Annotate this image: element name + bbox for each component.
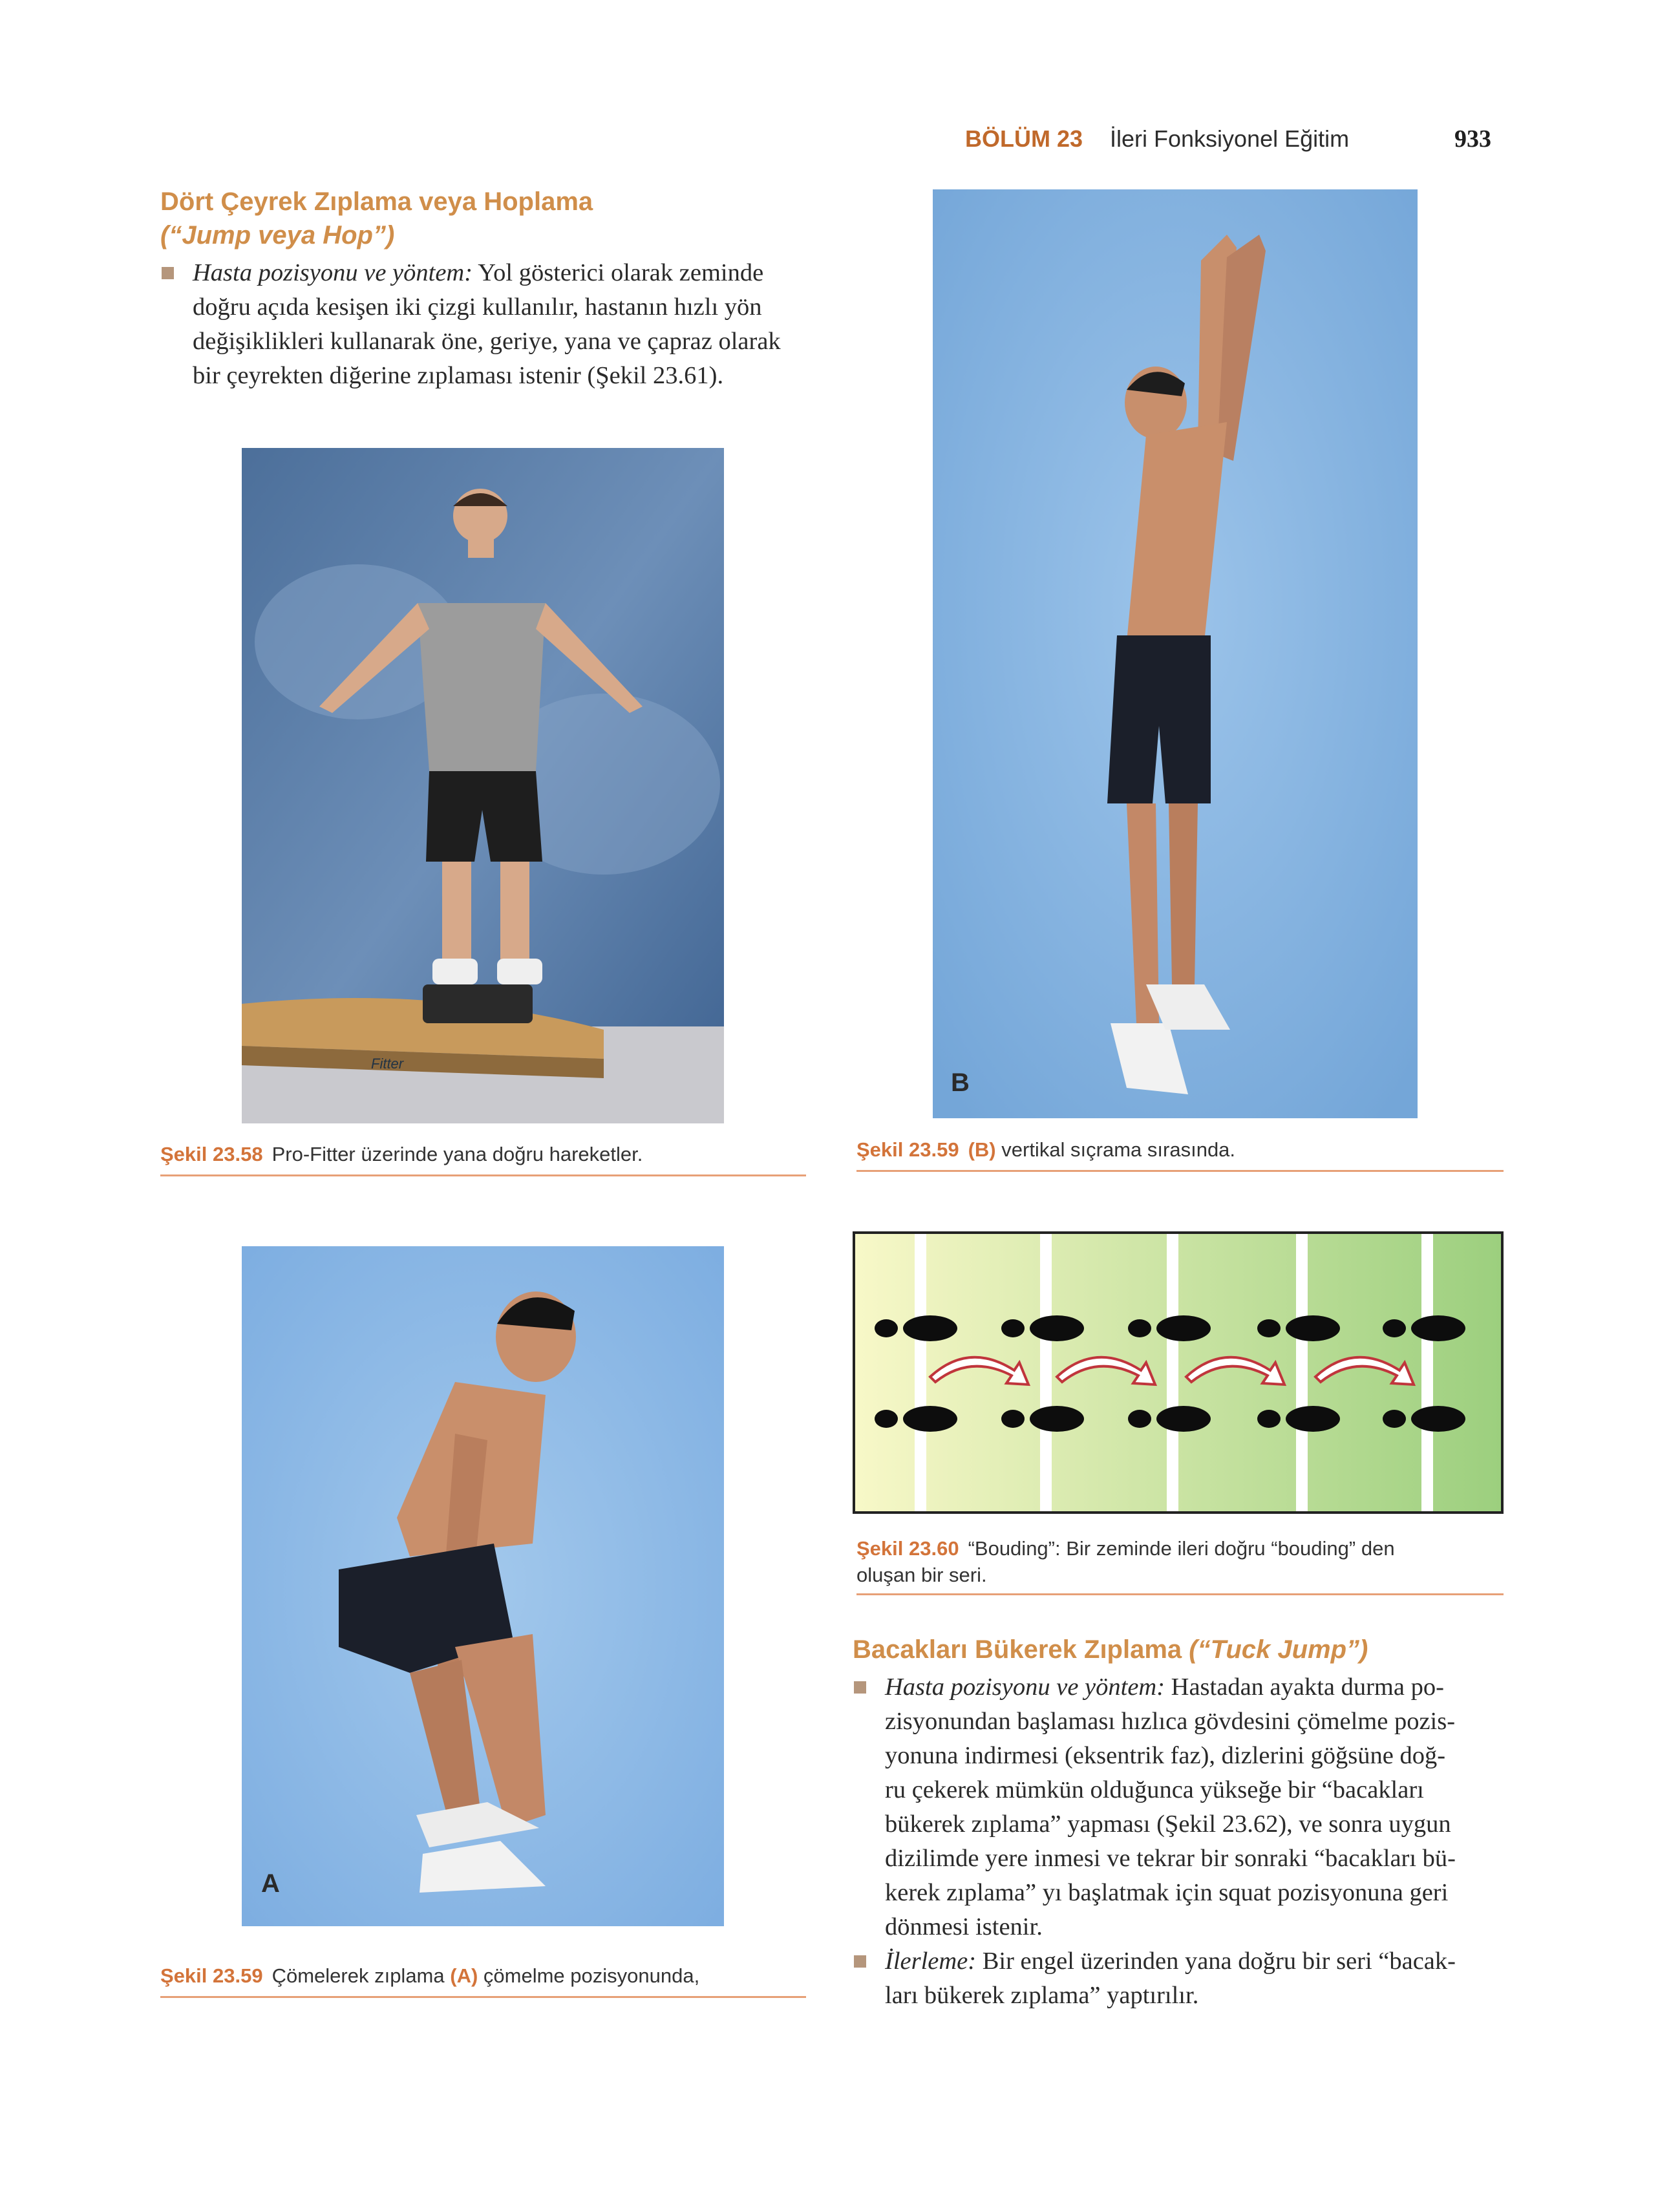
bullet-label: Hasta pozisyonu ve yöntem: [193, 259, 473, 286]
panel-label: (A) [450, 1964, 478, 1987]
section-heading-line2: (“Jump veya Hop”) [160, 221, 395, 250]
figure-number: Şekil 23.60 [856, 1537, 959, 1560]
bullet-text-line: ru çekerek mümkün olduğunca yükseğe bir “bacakları [885, 1776, 1424, 1803]
list-item [160, 256, 807, 393]
page-number: 933 [1454, 125, 1491, 153]
vertical-jump-photo-illustration [933, 189, 1418, 1118]
panel-letter-b: B [951, 1068, 970, 1097]
chapter-label: BÖLÜM 23 [965, 125, 1083, 152]
list-item [853, 1670, 1504, 1944]
section-heading-line1: Dört Çeyrek Zıplama veya Hoplama [160, 187, 593, 216]
bounding-footprint-diagram [853, 1231, 1504, 1514]
caption-rule [160, 1174, 806, 1176]
bullet-text-line: Hastadan ayakta durma po- [1171, 1673, 1444, 1701]
section2-bullet-list [853, 1670, 1504, 2013]
caption-text: Çömelerek zıplama [271, 1964, 445, 1987]
figure-23-59b-photo [933, 189, 1418, 1118]
bullet-text-line: ları bükerek zıplama” yaptırılır. [885, 1982, 1199, 2009]
chapter-title: İleri Fonksiyonel Eğitim [1110, 125, 1350, 152]
figure-23-58-photo [242, 448, 724, 1123]
caption-rule [160, 1996, 806, 1998]
pro-fitter-photo-illustration [242, 448, 724, 1123]
bullet-label: İlerleme: [885, 1948, 977, 1975]
figure-23-58-caption [160, 1141, 643, 1167]
figure-number: Şekil 23.59 [160, 1964, 263, 1987]
squat-jump-photo-illustration [242, 1246, 724, 1926]
figure-23-60-caption [856, 1535, 1395, 1588]
figure-23-59a-caption [160, 1962, 699, 1989]
square-bullet-icon [854, 1955, 866, 1968]
bullet-text-line: yonuna indirmesi (eksentrik faz), dizlerini göğsüne doğ- [885, 1742, 1446, 1769]
bullet-text-line: bükerek zıplama” yapması (Şekil 23.62), ve sonra uygun [885, 1811, 1451, 1838]
panel-label: (B) [968, 1138, 996, 1161]
bullet-text-line: dizilimde yere inmesi ve tekrar bir sonraki “bacakları bü- [885, 1845, 1456, 1872]
square-bullet-icon [854, 1681, 866, 1694]
bullet-text-line: Yol gösterici olarak zeminde [478, 259, 764, 286]
section-heading-four-quadrant-jump [160, 185, 593, 252]
square-bullet-icon [162, 267, 174, 279]
caption-text: oluşan bir seri. [856, 1564, 987, 1586]
figure-number: Şekil 23.59 [856, 1138, 959, 1161]
fitter-brand-text: Fitter [371, 1056, 404, 1072]
caption-rule [856, 1170, 1504, 1172]
figure-23-59a-photo [242, 1246, 724, 1926]
section1-bullet-list [160, 256, 807, 393]
caption-text: Pro-Fitter üzerinde yana doğru hareketler. [271, 1143, 643, 1165]
bullet-text-line: kerek zıplama” yı başlatmak için squat pozisyonuna geri [885, 1879, 1449, 1906]
section-heading-italic: (“Tuck Jump”) [1189, 1635, 1368, 1664]
bullet-text-line: dönmesi istenir. [885, 1913, 1043, 1940]
panel-letter-a: A [261, 1869, 280, 1898]
list-item [853, 1944, 1504, 2013]
section-heading-text: Bacakları Bükerek Zıplama [853, 1635, 1182, 1664]
bullet-label: Hasta pozisyonu ve yöntem: [885, 1673, 1165, 1701]
caption-rule [856, 1593, 1504, 1595]
caption-text: vertikal sıçrama sırasında. [1001, 1138, 1236, 1161]
section-heading-tuck-jump [853, 1633, 1368, 1666]
figure-23-59b-caption [856, 1136, 1235, 1163]
caption-text: çömelme pozisyonunda, [483, 1964, 700, 1987]
bullet-text-line: bir çeyrekten diğerine zıplaması istenir (Şekil 23.61). [193, 362, 724, 389]
figure-23-60-bounding-diagram [853, 1231, 1504, 1514]
bullet-text-line: zisyonundan başlaması hızlıca gövdesini çömelme pozis- [885, 1708, 1456, 1735]
bullet-text-line: Bir engel üzerinden yana doğru bir seri “bacak- [982, 1948, 1456, 1975]
bullet-text-line: değişiklikleri kullanarak öne, geriye, yana ve çapraz olarak [193, 328, 781, 355]
figure-number: Şekil 23.58 [160, 1143, 263, 1165]
caption-text: “Bouding”: Bir zeminde ileri doğru “bouding” den [968, 1537, 1395, 1560]
bullet-text-line: doğru açıda kesişen iki çizgi kullanılır, hastanın hızlı yön [193, 293, 762, 321]
